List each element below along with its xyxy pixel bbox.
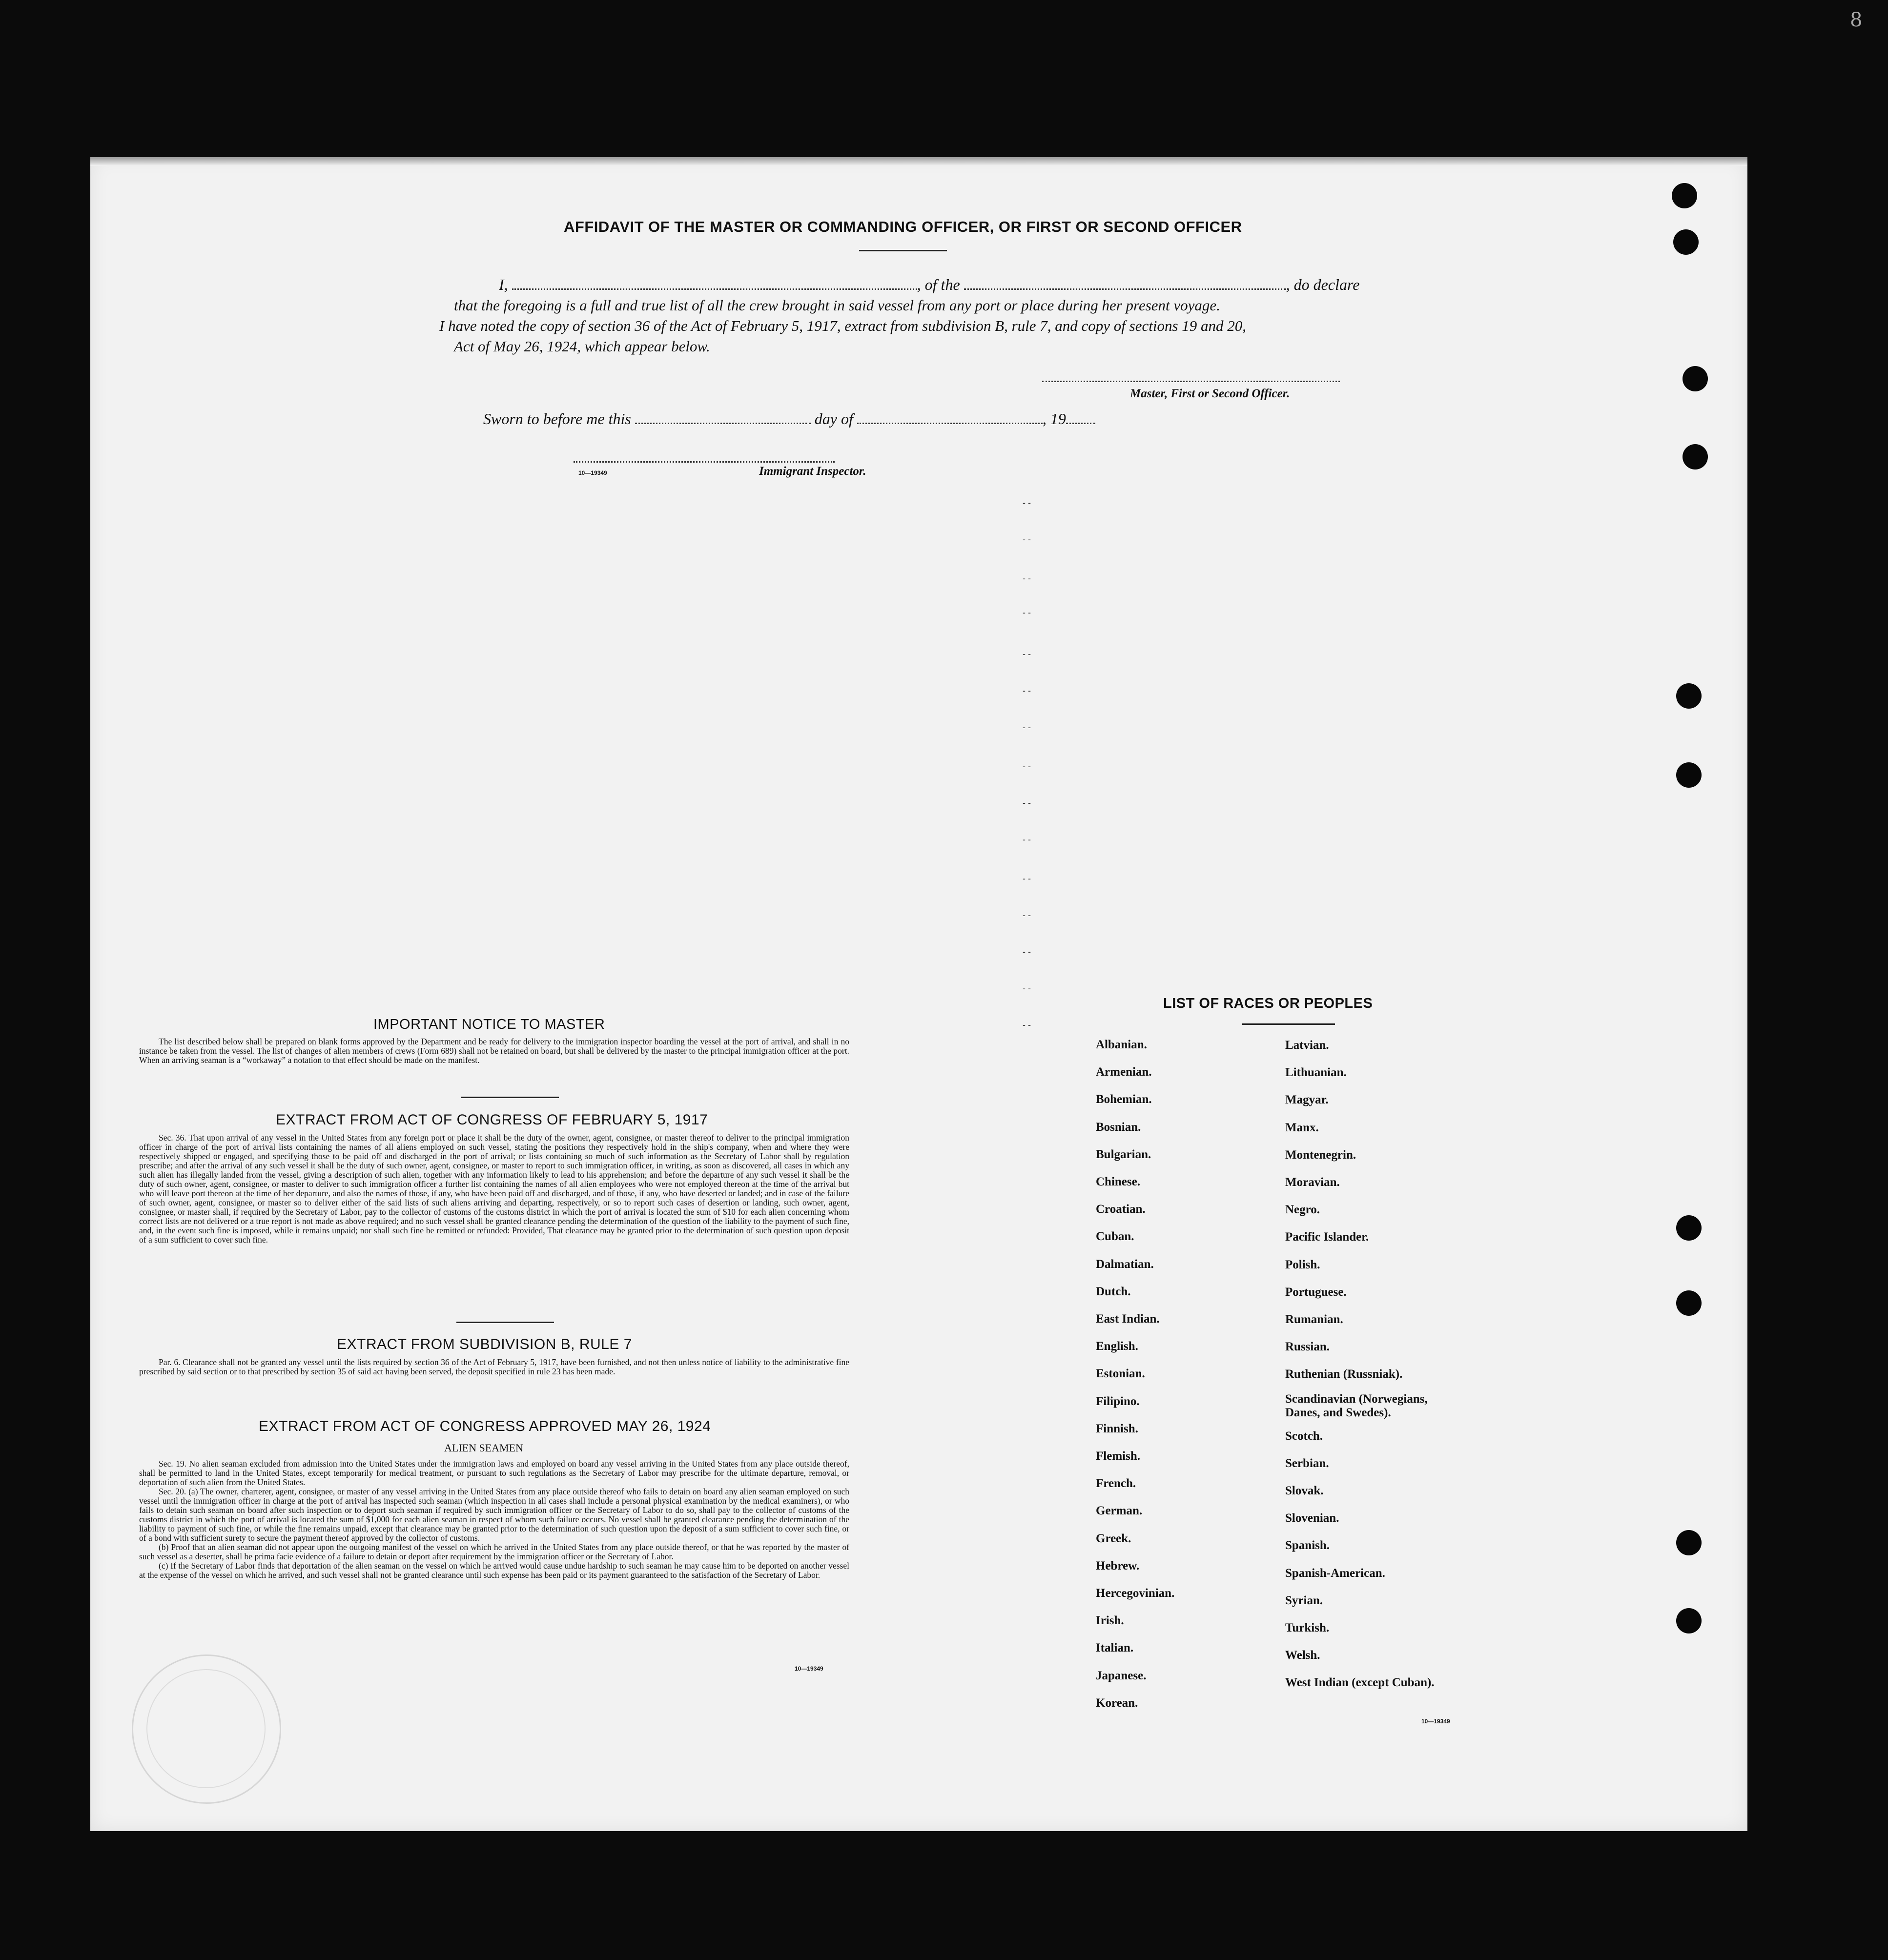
race-item: Italian. (1096, 1641, 1134, 1655)
binder-hole (1683, 366, 1708, 391)
race-item: Korean. (1096, 1696, 1138, 1710)
extract-1924-form-number: 10—19349 (795, 1665, 823, 1672)
race-item: Serbian. (1285, 1456, 1329, 1470)
par6-paragraph: Par. 6. Clearance shall not be granted any vessel until the lists required by section 36 of the Act of February 5, 1917, have been furnished, and not then unless notice of liability to the administrative fine prescribed by said section or to that prescribed by section 35 of said act having been served, the deposit specified in rule 23 has been made. (139, 1357, 849, 1376)
day-of-label: day of (814, 410, 853, 428)
race-item: Spanish-American. (1285, 1566, 1385, 1580)
margin-tick: - - (1023, 498, 1031, 508)
sworn-label: Sworn to before me this (483, 410, 631, 428)
race-item: East Indian. (1096, 1312, 1160, 1326)
race-item: Estonian. (1096, 1367, 1145, 1381)
affidavit-form-number: 10—19349 (578, 470, 607, 476)
race-item: Moravian. (1285, 1176, 1340, 1189)
affidavit-title-rule (859, 250, 947, 251)
declare-label: , do declare (1286, 276, 1360, 293)
sec20b-paragraph: (b) Proof that an alien seaman did not appear upon the outgoing manifest of the vessel on which he arrived in the United States from any place outside thereof, or that he was reported by the master of such vessel as a deserter, shall be prima facie evidence of a failure to detain or deport after requirement by the immigration officer or the Secretary of Labor. (139, 1542, 849, 1561)
race-item: Spanish. (1285, 1539, 1330, 1552)
declarant-name-field[interactable] (512, 286, 917, 290)
margin-tick: - - (1023, 722, 1031, 732)
race-item: Rumanian. (1285, 1313, 1343, 1326)
subdivision-text (139, 1358, 849, 1376)
notice-title: IMPORTANT NOTICE TO MASTER (373, 1017, 605, 1032)
binder-hole (1676, 762, 1702, 788)
margin-tick: - - (1023, 534, 1031, 544)
year-prefix-label: , 19 (1042, 410, 1066, 428)
subdivision-title: EXTRACT FROM SUBDIVISION B, RULE 7 (337, 1336, 632, 1352)
race-item: Magyar. (1285, 1093, 1329, 1107)
race-item: Pacific Islander. (1285, 1230, 1369, 1244)
race-item: Japanese. (1096, 1669, 1147, 1682)
binder-hole (1673, 229, 1699, 255)
race-item: Hercegovinian. (1096, 1587, 1175, 1600)
race-item: French. (1096, 1477, 1136, 1490)
race-item: Syrian. (1285, 1593, 1323, 1607)
sec36-paragraph: Sec. 36. That upon arrival of any vessel in the United States from any foreign port or place it shall be the duty of the owner, agent, consignee, or master thereof to deliver to the principal immigration officer in charge of the port of arrival lists containing the names of all aliens employed on such vessel, stating the positions they respectively hold in the ship's company, when and where they were respectively shipped or engaged, and specifying those to be paid off and discharged in the port of arrival; or lists containing so much of such information as the Secretary of Labor shall by regulation prescribe; and after the arrival of any such vessel it shall be the duty of such owner, agent, consignee, or master to report to such immigration officer, in writing, as soon as discovered, all cases in which any such alien has illegally landed from the vessel, giving a description of such alien, together with any information likely to lead to his apprehension; and before the departure of any such vessel it shall be the duty of such owner, agent, consignee, or master to deliver to such immigration officer a further list containing the names of all alien employees who were not employed thereon at the time of the arrival but who will leave port thereon at the time of her departure, and also the names of those, if any, who have been paid off and discharged, and of those, if any, who have deserted or landed; and in case of the failure of such owner, agent, consignee, or master so to deliver either of the said lists of such aliens arriving and departing, respectively, or so to report such cases of desertion or landing, such owner, agent, consignee, or master shall, if required by the Secretary of Labor, pay to the collector of customs of the customs district in which the port of arrival is located the sum of $10 for each alien concerning whom correct lists are not delivered or a true report is not made as above required; and no such vessel shall be granted clearance pending the determination of the question of the liability to the payment of such fine, and, in the event such fine is imposed, while it remains unpaid; nor shall such fine be remitted or refunded: Provided, That clearance may be granted prior to the determination of such question upon deposit of a sum sufficient to cover such fine. (139, 1133, 849, 1245)
inspector-signature-line[interactable] (574, 461, 835, 463)
sworn-line (483, 410, 1095, 428)
notice-paragraph: The list described below shall be prepared on blank forms approved by the Department and be ready for delivery to the immigration inspector boarding the vessel at the port of arrival, and shall in no instance be taken from the vessel. The list of changes of alien members of crews (Form 689) shall not be retained on board, but shall be delivered by the master to the principal immigration officer at the port. When an arriving seaman is a “workaway” a notation to that effect should be made on the manifest. (139, 1037, 849, 1065)
race-item: Negro. (1285, 1203, 1320, 1217)
sec20a-paragraph: Sec. 20. (a) The owner, charterer, agent, consignee, or master of any vessel arriving in the United States from any place outside thereof who fails to detain on board any alien seaman employed on such vessel until the immigration officer in charge at the port of arrival has inspected such seaman (which inspection in all cases shall include a personal physical examination by the medical examiners), or who fails to detain such seaman on board after such inspection or to deport such seaman if required by such immigration officer or the Secretary of Labor to do so, shall pay to the collector of customs of the customs district in which the port of arrival is located the sum of $1,000 for each alien seaman in respect of whom such failure occurs. No vessel shall be granted clearance pending the determination of the liability to payment of such fine, or while the fine remains unpaid, except that clearance may be granted prior to the determination of such question upon the deposit of a sum sufficient to cover such fine, or of a bond with sufficient surety to secure the payment thereof approved by the collector of customs. (139, 1487, 849, 1543)
race-item: Slovak. (1285, 1484, 1324, 1497)
binder-hole (1676, 1215, 1702, 1241)
race-item: Latvian. (1285, 1039, 1329, 1052)
affidavit-line1 (499, 276, 1359, 294)
race-item: Welsh. (1285, 1649, 1320, 1662)
race-item: Slovenian. (1285, 1511, 1339, 1525)
binder-hole (1676, 1530, 1702, 1555)
alien-seamen-subtitle: ALIEN SEAMEN (444, 1442, 523, 1454)
margin-tick: - - (1023, 983, 1031, 993)
affidavit-line3: I have noted the copy of section 36 of the Act of February 5, 1917, extract from subdivision B, rule 7, and copy of sections 19 and 20, (439, 317, 1247, 334)
extract-1917-title: EXTRACT FROM ACT OF CONGRESS OF FEBRUARY 5, 1917 (276, 1112, 708, 1128)
race-item: Scotch. (1285, 1429, 1323, 1443)
race-item: Dalmatian. (1096, 1257, 1154, 1271)
embossed-seal-inner-icon (146, 1669, 266, 1788)
race-item: Ruthenian (Russniak). (1285, 1368, 1403, 1381)
margin-tick: - - (1023, 835, 1031, 844)
declarant-label: I, (499, 276, 508, 293)
margin-tick: - - (1023, 798, 1031, 808)
margin-tick: - - (1023, 608, 1031, 617)
binder-hole (1676, 1290, 1702, 1316)
notice-text (139, 1037, 849, 1065)
sworn-month-field[interactable] (857, 421, 1043, 424)
affidavit-line2: that the foregoing is a full and true list of all the crew brought in said vessel from any port or place during her present voyage. (454, 297, 1220, 314)
vessel-name-field[interactable] (964, 286, 1286, 290)
master-signature-line[interactable] (1042, 381, 1340, 382)
margin-tick: - - (1023, 874, 1031, 883)
race-item: English. (1096, 1340, 1138, 1353)
race-item: Greek. (1096, 1531, 1131, 1545)
binder-hole (1672, 183, 1697, 208)
race-item: Croatian. (1096, 1203, 1146, 1216)
race-item: Dutch. (1096, 1285, 1131, 1298)
binder-hole (1676, 683, 1702, 709)
race-item: Portuguese. (1285, 1285, 1347, 1299)
vessel-label: , of the (917, 276, 960, 293)
race-item: West Indian (except Cuban). (1285, 1676, 1435, 1690)
race-item: Bosnian. (1096, 1120, 1141, 1134)
race-item: Manx. (1285, 1121, 1319, 1134)
race-item: Turkish. (1285, 1621, 1330, 1634)
race-item: Filipino. (1096, 1394, 1140, 1408)
race-item: Flemish. (1096, 1450, 1140, 1463)
binder-hole (1676, 1608, 1702, 1633)
margin-tick: - - (1023, 649, 1031, 659)
race-item: German. (1096, 1504, 1143, 1518)
race-item: Polish. (1285, 1258, 1320, 1271)
sec19-paragraph: Sec. 19. No alien seaman excluded from admission into the United States under the immigration laws and employed on board any vessel arriving in the United States from any place outside thereof, shall be permitted to land in the United States, except temporarily for medical treatment, or pursuant to such regulations as the Secretary of Labor may prescribe for the ultimate departure, removal, or deportation of such alien from the United States. (139, 1459, 849, 1487)
margin-tick: - - (1023, 686, 1031, 695)
extract-1917-rule (456, 1322, 554, 1323)
extract-1924-title: EXTRACT FROM ACT OF CONGRESS APPROVED MAY 26, 1924 (259, 1418, 711, 1434)
inspector-label: Immigrant Inspector. (759, 465, 866, 478)
race-item: Montenegrin. (1285, 1148, 1356, 1162)
margin-tick: - - (1023, 1020, 1031, 1030)
affidavit-title: AFFIDAVIT OF THE MASTER OR COMMANDING OFFICER, OR FIRST OR SECOND OFFICER (564, 218, 1242, 235)
notice-rule (461, 1097, 559, 1098)
sworn-day-field[interactable] (635, 421, 811, 424)
sec20c-paragraph: (c) If the Secretary of Labor finds that deportation of the alien seaman on the vessel on which he arrived would cause undue hardship to such seaman he may cause him to be deported on another vessel at the expense of the vessel on which he arrived, and such vessel shall not be granted clearance until such expense has been paid or its payment guaranteed to the satisfaction of the Secretary of Labor. (139, 1561, 849, 1580)
race-item: Finnish. (1096, 1422, 1138, 1435)
binder-hole (1683, 444, 1708, 470)
margin-tick: - - (1023, 910, 1031, 920)
race-item: Hebrew. (1096, 1559, 1140, 1572)
race-item: Chinese. (1096, 1175, 1140, 1188)
races-title: LIST OF RACES OR PEOPLES (1163, 996, 1373, 1011)
margin-tick: - - (1023, 947, 1031, 957)
races-form-number: 10—19349 (1421, 1718, 1450, 1725)
race-item: Bohemian. (1096, 1093, 1152, 1106)
margin-tick: - - (1023, 761, 1031, 771)
race-item: Lithuanian. (1285, 1066, 1347, 1080)
race-item: Armenian. (1096, 1065, 1152, 1079)
extract-1924-text (139, 1459, 849, 1580)
affidavit-line4: Act of May 26, 1924, which appear below. (454, 338, 710, 355)
race-item: Russian. (1285, 1340, 1330, 1354)
race-item: Irish. (1096, 1614, 1124, 1628)
extract-1917-text (139, 1133, 849, 1245)
margin-tick: - - (1023, 573, 1031, 583)
sheet-top-edge (90, 157, 1747, 166)
race-item: Bulgarian. (1096, 1147, 1151, 1161)
master-signature-label: Master, First or Second Officer. (1130, 387, 1290, 400)
page-number: 8 (1850, 9, 1863, 31)
race-item: Cuban. (1096, 1230, 1134, 1244)
race-item: Scandinavian (Norwegians, Danes, and Swedes). (1285, 1392, 1428, 1419)
race-item: Albanian. (1096, 1038, 1147, 1051)
sworn-year-field[interactable] (1066, 421, 1095, 424)
races-title-rule (1242, 1023, 1335, 1025)
document-sheet (90, 157, 1747, 1831)
